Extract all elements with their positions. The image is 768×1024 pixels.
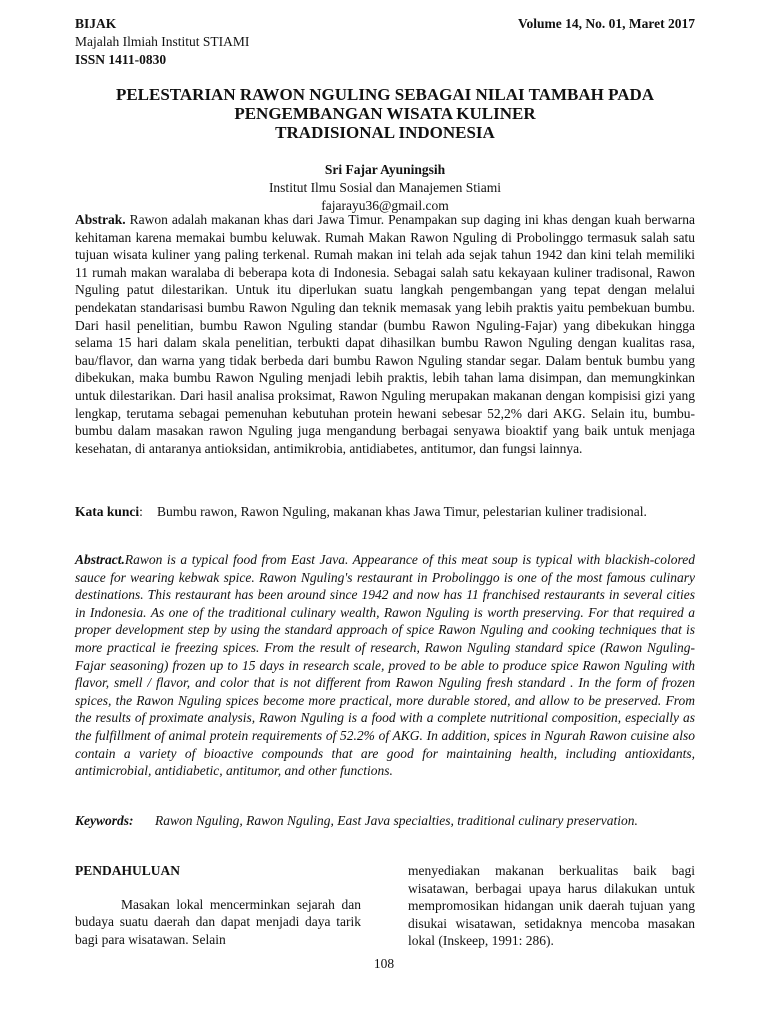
keywords-en-label: Keywords: [75,813,134,828]
intro-paragraph-left: Masakan lokal mencerminkan sejarah dan budaya suatu daerah dan dapat menjadi daya tarik bagi para wisatawan. Selain [75,896,361,947]
page-number: 108 [373,956,395,971]
title-line-1: PELESTARIAN RAWON NGULING SEBAGAI NILAI TAMBAH PADA [115,85,655,104]
paper-title [75,85,695,142]
author-block [75,161,695,215]
abstract-english [75,551,695,780]
title-line-2: PENGEMBANGAN WISATA KULINER [234,104,536,123]
keywords-id-text: Bumbu rawon, Rawon Nguling, makanan khas Jawa Timur, pelestarian kuliner tradisional. [157,504,647,519]
running-header [75,15,695,69]
keywords-english [75,812,695,830]
author-name: Sri Fajar Ayuningsih [324,162,446,177]
abstract-indonesian [75,211,695,457]
section-heading: PENDAHULUAN [75,863,181,878]
abstract-id-label: Abstrak. [75,212,126,227]
title-line-3: TRADISIONAL INDONESIA [275,123,495,142]
author-institution: Institut Ilmu Sosial dan Manajemen Stiami [268,180,502,195]
issn: ISSN 1411-0830 [75,52,167,67]
keywords-en-text: Rawon Nguling, Rawon Nguling, East Java specialties, traditional culinary preservation. [155,813,638,828]
journal-subtitle: Majalah Ilmiah Institut STIAMI [75,34,250,49]
keywords-id-label: Kata kunci [75,504,140,519]
abstract-en-text: Rawon is a typical food from East Java. Appearance of this meat soup is typical with blackish-colored sauce for wearing kebwak spice. Rawon Nguling's restaurant in Probolinggo is one of the most famous culinary destinations. This restaurant has been around since 1942 and now has 11 franchised restaurants in several cities in Indonesia. As one of the traditional culinary wealth, Rawon Nguling is worth preserving. For that required a proper development step by using the standard approach of spice Rawon Nguling and cooking techniques that is more practical ie freezing spices. From the result of research, Rawon Nguling standard spice (Rawon Nguling-Fajar seasoning) frozen up to 15 days in research scale, proved to be able to produce spice Rawon Nguling with flavor, smell / flavor, and color that is not different from Rawon Nguling fresh standard . In the form of frozen spices, the Rawon Nguling spices become more practical, more durable stored, and allow to be preserved. From the results of proximate analysis, Rawon Nguling is a food with a complete nutritional composition, especially as the fulfillment of animal protein requirements of 52.2% of AKG. In addition, spices in Ngurah Rawon cuisine also contain a variety of bioactive compounds that are good for maintaining health, including antioxidants, antimicrobial, antidiabetic, antitumor, and other functions. [75,552,695,779]
intro-paragraph-right: menyediakan makanan berkualitas baik bagi wisatawan, berbagai upaya harus dilakukan untuk mempromosikan hidangan unik daerah tujuan yang disukai wisatawan, setidaknya mencoba masakan lokal (Inskeep, 1991: 286). [408,863,695,949]
journal-name: BIJAK [75,16,117,31]
keywords-indonesian: Kata kunci: Bumbu rawon, Rawon Nguling, makanan khas Jawa Timur, pelestarian kuliner tradisional. [75,503,695,521]
author-email: fajarayu36@gmail.com [321,198,449,213]
volume-info: Volume 14, No. 01, Maret 2017 [518,16,695,31]
abstract-en-label: Abstract. [75,552,125,567]
intro-left-column [75,862,361,948]
abstract-id-text: Rawon adalah makanan khas dari Jawa Timur. Penampakan sup daging ini khas dengan kuah berwarna kehitaman karena memakai bumbu keluwak. Rumah Makan Rawon Nguling di Probolinggo termasuk salah satu tujuan wisata kuliner yang paling terkenal. Rumah makan ini telah ada sejak tahun 1942 dan kini telah memiliki 11 rumah makan waralaba di beberapa kota di Indonesia. Sebagai salah satu kekayaan kuliner tradisonal, Rawon Nguling patut dilestarikan. Untuk itu diperlukan suatu langkah pengembangan yang tepat dengan melalui pendekatan standarisasi bumbu Rawon Nguling dan teknik memasak yang lebih praktis yaitu pembekuan bumbu. Dari hasil penelitian, bumbu Rawon Nguling standar (bumbu Rawon Nguling-Fajar) yang dibekukan hingga selama 15 hari dalam skala penelitian, terbukti dapat dihasilkan bumbu Rawon Nguling dengan kualitas rasa, bau/flavor, dan warna yang tidak berbeda dari bumbu Rawon Nguling standar segar. Dalam bentuk bumbu yang dibekukan, maka bumbu Rawon Nguling menjadi lebih praktis, lebih tahan lama disimpan, dan memungkinkan untuk dilestarikan. Dari hasil analisa proksimat, Rawon Nguling merupakan makanan dengan kompisisi gizi yang lengkap, terutama sebagai pemenuhan kebutuhan protein hewani sebesar 52,2% dari AKG. Selain itu, bumbu-bumbu dalam masakan rawon Nguling juga mengandung berbagai senyawa bioaktif yang baik untuk menjaga kesehatan, di antaranya antioksidan, antimikrobia, antidiabetes, antitumor, dan fungsi lainnya. [75,212,695,456]
intro-right-column [408,862,695,950]
